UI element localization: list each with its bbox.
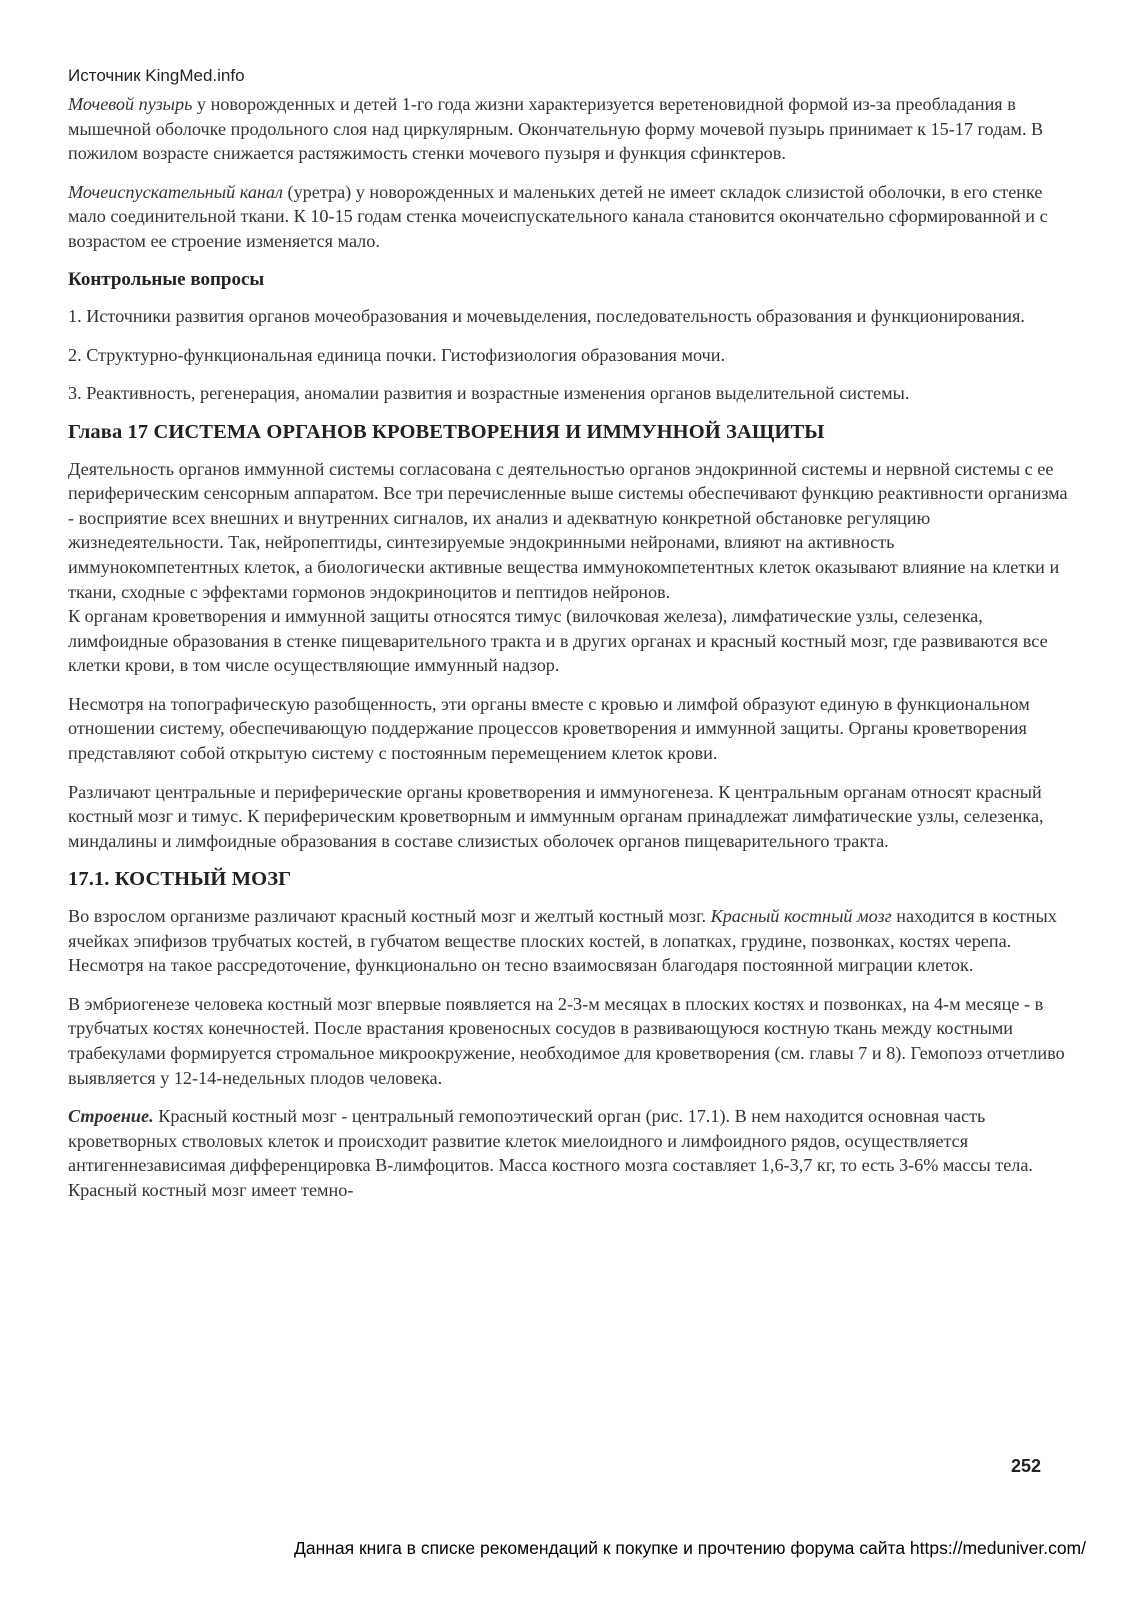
paragraph-bladder [68, 92, 1068, 166]
section-paragraph-text: Во взрослом организме различают красный костный мозг и желтый костный мозг. [68, 906, 711, 927]
section-paragraph [68, 1104, 1068, 1202]
chapter-paragraph: Различают центральные и периферические органы кроветворения и иммуногенеза. К центральным органам относят красный костный мозг и тимус. К периферическим кроветворным и иммунным органам принадлежат лимфатические узлы, селезенка, миндалины и лимфоидные образования в составе слизистых оболочек органов пищеварительного тракта. [68, 781, 1044, 851]
paragraph-urethra-text: (уретра) у новорожденных и маленьких детей не имеет складок слизистой оболочки, в его стенке мало соединительной ткани. К 10-15 годам стенка мочеиспускательного канала становится окончательно сформированной и с возрастом ее строение изменяется мало. [68, 181, 1048, 251]
question-item: 1. Источники развития органов мочеобразования и мочевыделения, последовательность образования и функционирования. [68, 306, 1025, 327]
paragraph-urethra [68, 180, 1068, 254]
page-number: 252 [1011, 1456, 1042, 1476]
term-urethra: Мочеиспускательный канал [68, 181, 283, 202]
source-header: Источник KingMed.info [68, 66, 245, 85]
question-item: 3. Реактивность, регенерация, аномалии развития и возрастные изменения органов выделительной системы. [68, 383, 910, 404]
term-bladder: Мочевой пузырь [68, 94, 193, 114]
footer-note: Данная книга в списке рекомендаций к покупке и прочтению форума сайта https://meduniver.com/ [293, 1538, 1086, 1558]
structure-lead: Строение. [68, 1106, 154, 1127]
section-paragraph [68, 904, 1068, 978]
section-title: 17.1. КОСТНЫЙ МОЗГ [68, 868, 292, 891]
chapter-paragraph: К органам кроветворения и иммунной защиты относятся тимус (вилочковая железа), лимфатические узлы, селезенка, лимфоидные образования в стенке пищеварительного тракта и в других органах и красный костный мозг, где развиваются все клетки крови, в том числе осуществляющие иммунный надзор. [68, 606, 1048, 676]
questions-heading: Контрольные вопросы [68, 268, 265, 290]
term-red-marrow: Красный костный мозг [710, 906, 892, 927]
question-item: 2. Структурно-функциональная единица почки. Гистофизиология образования мочи. [68, 344, 726, 365]
section-paragraph-text: находится в костных ячейках эпифизов трубчатых костей, в губчатом веществе плоских костей, в лопатках, грудине, позвонках, костях черепа. Несмотря на такое рассредоточение, функционально он тесно взаимосвязан благодаря постоянной миграции клеток. [68, 906, 1057, 976]
page-body [68, 92, 1068, 1217]
chapter-title: Глава 17 СИСТЕМА ОРГАНОВ КРОВЕТВОРЕНИЯ И ИММУННОЙ ЗАЩИТЫ [68, 420, 825, 443]
chapter-paragraph: Деятельность органов иммунной системы согласована с деятельностью органов эндокринной системы и нервной системы с ее периферическим сенсорным аппаратом. Все три перечисленные выше системы обеспечивают функцию реактивности организма - восприятие всех внешних и внутренних сигналов, их анализ и адекватную конкретной обстановке регуляцию жизнедеятельности. Так, нейропептиды, синтезируемые эндокринными нейронами, влияют на активность иммунокомпетентных клеток, а биологически активные вещества иммунокомпетентных клеток оказывают влияние на клетки и ткани, сходные с эффектами гормонов эндокриноцитов и пептидов нейронов. [68, 458, 1068, 602]
section-paragraph: В эмбриогенезе человека костный мозг впервые появляется на 2-3-м месяцах в плоских костях и позвонках, на 4-м месяце - в трубчатых костях конечностей. После врастания кровеносных сосудов в развивающуюся костную ткань между костными трабекулами формируется стромальное микроокружение, необходимое для кроветворения (см. главы 7 и 8). Гемопоэз отчетливо выявляется у 12-14-недельных плодов человека. [68, 993, 1065, 1088]
chapter-paragraph: Несмотря на топографическую разобщенность, эти органы вместе с кровью и лимфой образуют единую в функциональном отношении систему, обеспечивающую поддержание процессов кроветворения и иммунной защиты. Органы кроветворения представляют собой открытую систему с постоянным перемещением клеток крови. [68, 693, 1030, 764]
section-paragraph-text: Красный костный мозг - центральный гемопоэтический орган (рис. 17.1). В нем находится основная часть кроветворных стволовых клеток и происходит развитие клеток миелоидного и лимфоидного рядов, осуществляется антигеннезависимая дифференцировка В-лимфоцитов. Масса костного мозга составляет 1,6-3,7 кг, то есть 3-6% массы тела. Красный костный мозг имеет темно- [68, 1106, 1033, 1200]
paragraph-bladder-text: у новорожденных и детей 1-го года жизни характеризуется веретеновидной формой из-за преобладания в мышечной оболочке продольного слоя над циркулярным. Окончательную форму мочевой пузырь принимает к 15-17 годам. В пожилом возрасте снижается растяжимость стенки мочевого пузыря и функция сфинктеров. [68, 94, 1044, 164]
